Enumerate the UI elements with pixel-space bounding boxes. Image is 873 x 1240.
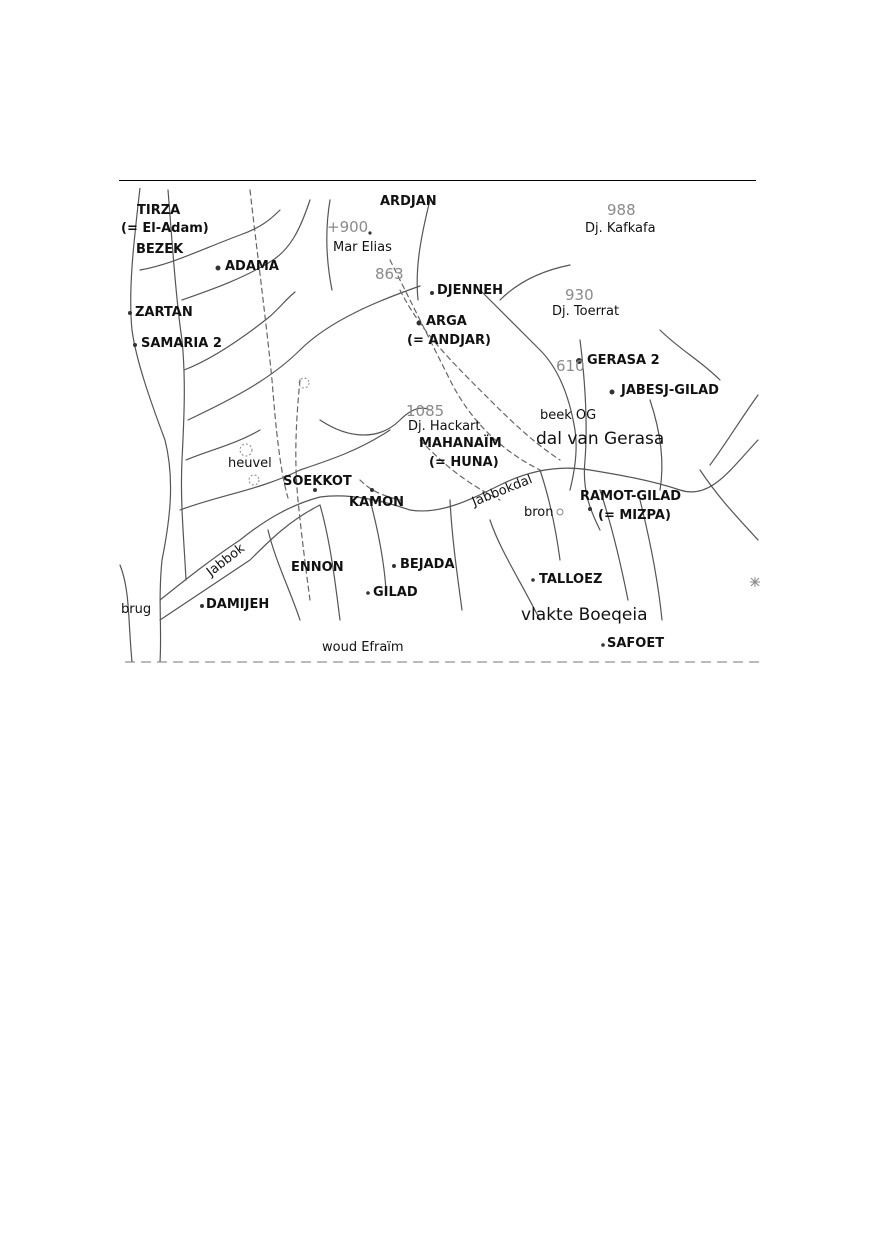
marker-jabesj (610, 390, 615, 395)
place-andjar: (= ANDJAR) (407, 333, 491, 348)
elevation-930: 930 (565, 286, 594, 304)
marker-arga (417, 321, 422, 326)
place-ardjan: ARDJAN (380, 194, 437, 209)
feature-jabbokdal: Jabbokdal (470, 472, 535, 510)
place-safoet: SAFOET (607, 636, 665, 651)
place-gilad: GILAD (373, 585, 418, 600)
place-el-adam: (= El-Adam) (121, 221, 209, 236)
hill-symbol (299, 378, 309, 388)
star-symbol (750, 577, 760, 587)
place-arga: ARGA (426, 314, 467, 329)
feature-dj-hackart: Dj. Hackart (408, 419, 481, 434)
place-djenneh: DJENNEH (437, 283, 504, 298)
place-ramot-gilad: RAMOT-GILAD (580, 489, 682, 504)
marker-samaria2 (133, 343, 137, 347)
place-huna: (= HUNA) (429, 455, 499, 470)
elevation-610: 610 (556, 357, 585, 375)
feature-heuvel: heuvel (228, 456, 272, 471)
place-mahanaim: MAHANAÏM (419, 436, 502, 451)
marker-ramot (588, 507, 592, 511)
place-damijeh: DAMIJEH (206, 597, 270, 612)
marker-safoet (601, 643, 605, 647)
place-adama: ADAMA (225, 259, 279, 274)
feature-dj-kafkafa: Dj. Kafkafa (585, 221, 656, 236)
marker-bejada (392, 564, 396, 568)
place-ennon: ENNON (291, 560, 344, 575)
feature-mar-elias: Mar Elias (333, 240, 392, 255)
river-west (131, 188, 171, 662)
road-1 (250, 190, 288, 498)
marker-damijeh (200, 604, 204, 608)
place-bezek: BEZEK (136, 242, 184, 257)
marker-kamon (370, 488, 374, 492)
marker-mar-elias (368, 231, 371, 234)
elevation-900: +900 (327, 218, 369, 236)
place-tirza: TIRZA (137, 203, 181, 218)
feature-dj-toerrat: Dj. Toerrat (552, 304, 620, 319)
place-samaria2: SAMARIA 2 (141, 336, 222, 351)
feature-bron: bron (524, 505, 554, 520)
place-soekkot: SOEKKOT (283, 474, 352, 489)
elevation-1085: 1085 (406, 402, 445, 420)
place-talloez: TALLOEZ (539, 572, 603, 587)
place-gerasa2: GERASA 2 (587, 353, 660, 368)
feature-brug: brug (121, 602, 152, 617)
feature-vlakte-boeqeia: vlakte Boeqeia (521, 605, 648, 625)
place-jabesj-gilad: JABESJ-GILAD (621, 383, 719, 398)
elevation-988: 988 (607, 201, 636, 219)
place-zartan: ZARTAN (135, 305, 193, 320)
feature-beek-og: beek OG (540, 408, 597, 423)
marker-talloez (531, 578, 535, 582)
place-bejada: BEJADA (400, 557, 455, 572)
place-kamon: KAMON (349, 495, 405, 510)
marker-djenneh (430, 291, 434, 295)
feature-woud-efraim: woud Efraïm (322, 640, 404, 655)
feature-dal-van-gerasa: dal van Gerasa (536, 429, 665, 449)
marker-adama (216, 266, 221, 271)
heuvel-symbol (240, 444, 252, 456)
bron-symbol (557, 509, 563, 515)
marker-zartan (128, 311, 132, 315)
feature-jabbok: Jabbok (204, 541, 248, 580)
marker-gilad (366, 591, 370, 595)
place-mizpa: (= MIZPA) (598, 508, 671, 523)
elevation-863: 863 (375, 265, 404, 283)
